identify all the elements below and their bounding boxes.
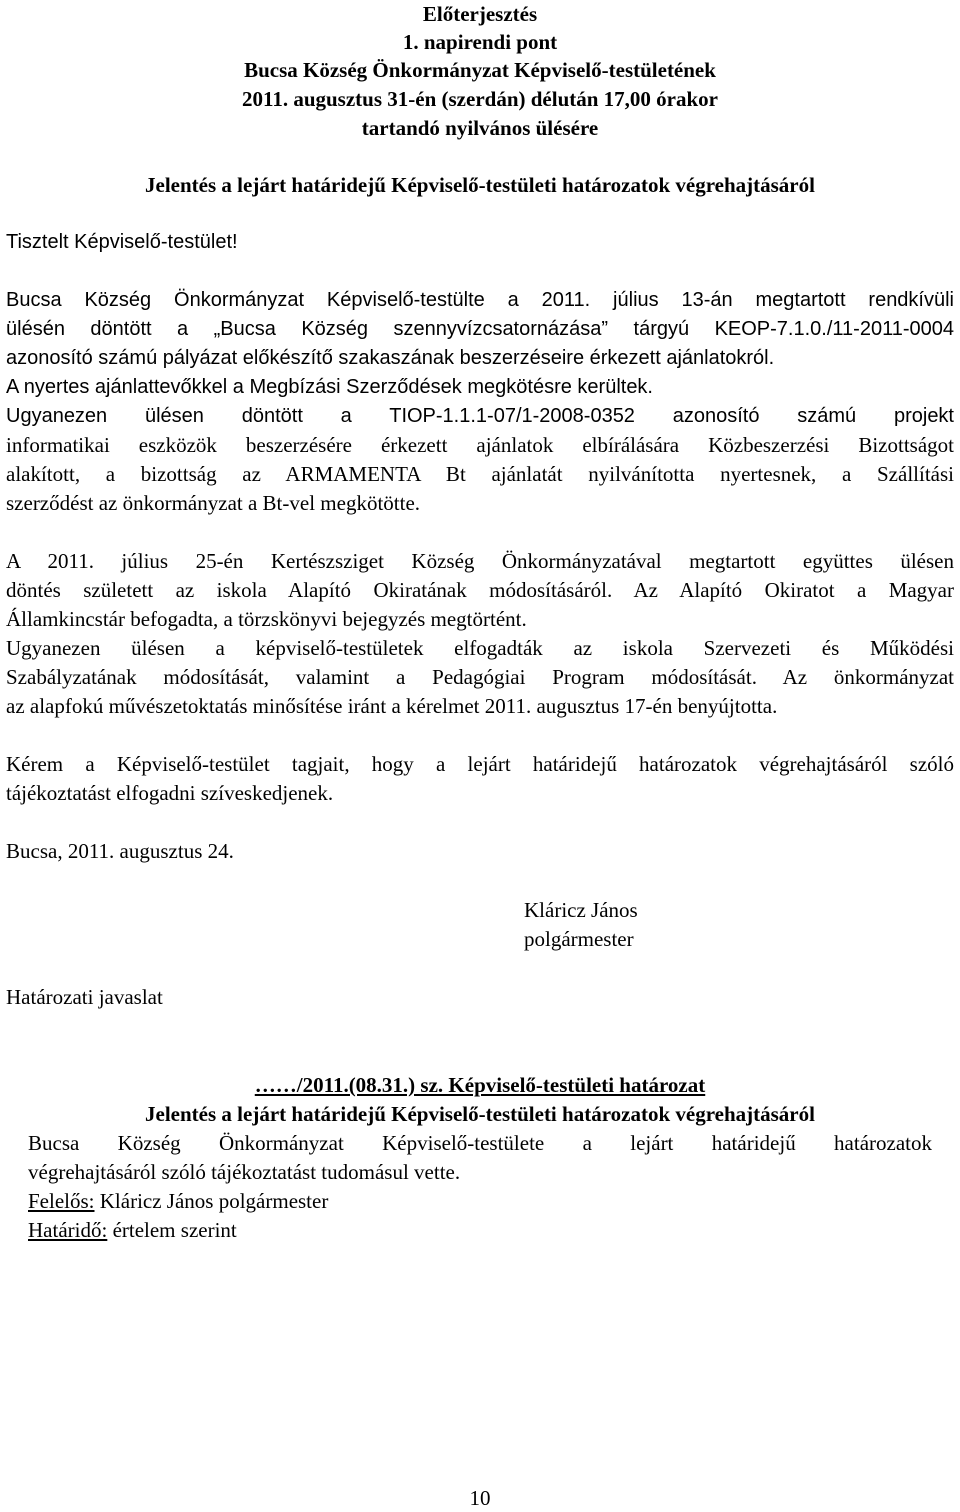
para4-line-3: az alapfokú művészetoktatás minősítése iránt a kérelmet 2011. augusztus 17-én benyújtotta. <box>6 694 778 718</box>
para3-line-2: döntés született az iskola Alapító Okiratának módosításáról. Az Alapító Okiratot a Magyar <box>6 578 954 602</box>
responsible-row <box>28 1187 932 1215</box>
meeting-type-heading: tartandó nyilvános ülésére <box>361 116 599 140</box>
resolution-text-line-1: Bucsa Község Önkormányzat Képviselő-testülete a lejárt határidejű határozatok <box>28 1131 932 1155</box>
signatory-title: polgármester <box>524 927 634 951</box>
meeting-date-heading: 2011. augusztus 31-én (szerdán) délután 17,00 órakor <box>241 87 719 111</box>
para2-line-2: informatikai eszközök beszerzésére érkezett ajánlatok elbírálására Közbeszerzési Bizottságot <box>6 433 954 457</box>
deadline-row <box>28 1216 932 1244</box>
page-number: 10 <box>469 1486 491 1510</box>
para3-line-3: Államkincstár befogadta, a törzskönyvi bejegyzés megtörtént. <box>6 607 527 631</box>
para1-line-3: azonosító számú pályázat előkészítő szakaszának beszerzéseire érkezett ajánlatokról. <box>6 347 775 369</box>
resolution-number: ……/2011.(08.31.) sz. Képviselő-testületi határozat <box>254 1073 706 1097</box>
body-name-heading: Bucsa Község Önkormányzat Képviselő-testületének <box>244 58 716 82</box>
para2-line-3: alakított, a bizottság az ARMAMENTA Bt ajánlatát nyilvánította nyertesnek, a Szállítási <box>6 462 954 486</box>
resolution-subject: Jelentés a lejárt határidejű Képviselő-testületi határozatok végrehajtásáról <box>145 1102 815 1126</box>
para3-line-1: A 2011. július 25-én Kertészsziget Község Önkormányzatával megtartott együttes ülésen <box>6 549 954 573</box>
para1-line-2: ülésén döntött a „Bucsa Község szennyvízcsatornázása” tárgyú KEOP-7.1.0./11-2011-0004 <box>6 318 954 340</box>
responsible-label: Felelős: <box>28 1189 95 1213</box>
salutation: Tisztelt Képviselő-testület! <box>6 231 238 253</box>
responsible-value: Kláricz János polgármester <box>94 1189 329 1213</box>
para1-line-4: A nyertes ajánlattevőkkel a Megbízási Szerződések megkötésre kerültek. <box>6 376 653 398</box>
signatory-name: Kláricz János <box>524 898 638 922</box>
doc-type-heading: Előterjesztés <box>422 2 538 26</box>
para4-line-1: Ugyanezen ülésen a képviselő-testületek elfogadták az iskola Szervezeti és Működési <box>6 636 954 660</box>
proposal-label: Határozati javaslat <box>6 985 163 1009</box>
report-subject-heading: Jelentés a lejárt határidejű Képviselő-testületi határozatok végrehajtásáról <box>145 173 815 197</box>
para5-line-1: Kérem a Képviselő-testület tagjait, hogy a lejárt határidejű határozatok végrehajtásáról szóló <box>6 752 954 776</box>
para1-line-1: Bucsa Község Önkormányzat Képviselő-testülte a 2011. július 13-án megtartott rendkívüli <box>6 289 954 311</box>
deadline-value: értelem szerint <box>107 1218 237 1242</box>
deadline-label: Határidő: <box>28 1218 108 1242</box>
para2-line-1: Ugyanezen ülésen döntött a TIOP-1.1.1-07/1-2008-0352 azonosító számú projekt <box>6 405 954 427</box>
agenda-item-heading: 1. napirendi pont <box>402 30 558 54</box>
para2-line-4: szerződést az önkormányzat a Bt-vel megkötötte. <box>6 491 421 515</box>
para4-line-2: Szabályzatának módosítását, valamint a Pedagógiai Program módosítását. Az önkormányzat <box>6 665 954 689</box>
para5-line-2: tájékoztatást elfogadni szíveskedjenek. <box>6 781 334 805</box>
resolution-text-line-2: végrehajtásáról szóló tájékoztatást tudomásul vette. <box>28 1160 461 1184</box>
place-and-date: Bucsa, 2011. augusztus 24. <box>6 839 234 863</box>
